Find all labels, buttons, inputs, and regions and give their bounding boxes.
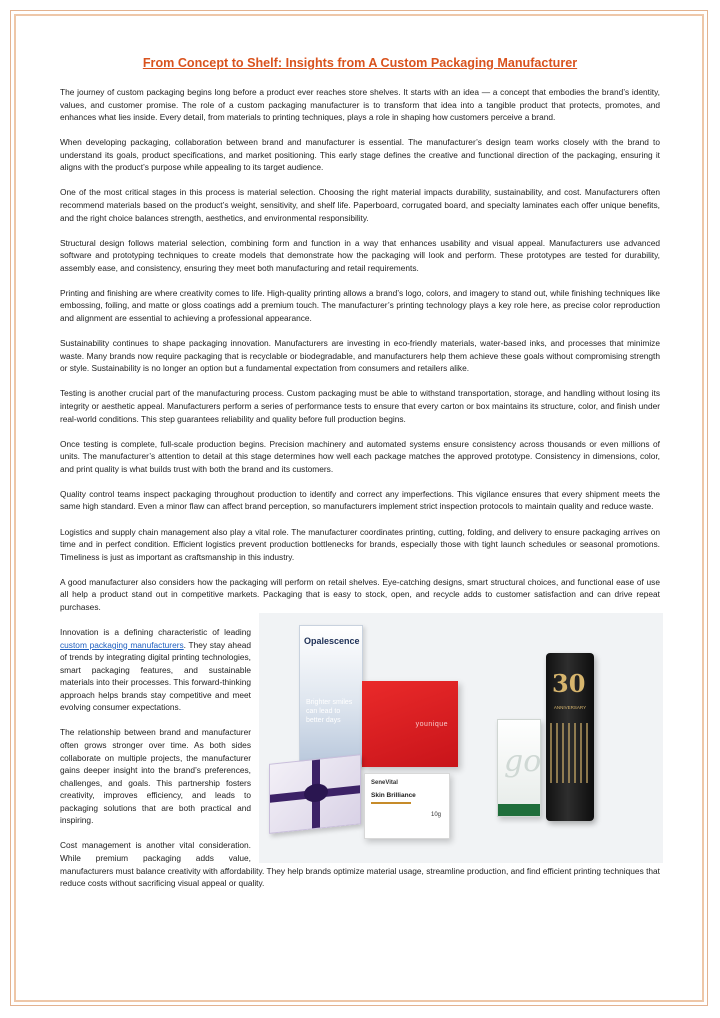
senevital-size: 10g bbox=[430, 812, 441, 819]
ribbon-bow-icon bbox=[304, 783, 328, 804]
packaging-product-image bbox=[259, 613, 663, 863]
senevital-line: Skin Brilliance bbox=[371, 792, 416, 800]
paragraph-sustainability: Sustainability continues to shape packaging innovation. Manufacturers are investing in eco-friendly materials, water-based inks, and processes that minimize waste. Many brands now require packaging that is recyclable or biodegradable, and manufacturers help them achieve these goals without compromising strength or style. Sustainability is no longer an option but a fundamental expectation from consumers and retailers alike. bbox=[60, 338, 660, 374]
anniversary-tube bbox=[546, 653, 594, 821]
senevital-brand: SeneVital bbox=[371, 780, 398, 787]
paragraph-cost: Cost management is another vital consideration. While premium packaging adds value, manufacturers must balance creativity with affordability. They help brands optimize material usage, streamline production, and find efficient printing techniques that reduce costs without sacrificing visual appeal or quality. bbox=[60, 840, 660, 889]
paragraph-materials: One of the most critical stages in this process is material selection. Choosing the right material impacts durability, sustainability, and cost. Manufacturers often recommend materials based on the product’s weight, sensitivity, and shelf life. Paperboard, corrugated board, and specialty laminates each offer unique benefits, and the right choice balances strength, aesthetics, and environmental responsibility. bbox=[60, 187, 660, 223]
paragraph-retail: A good manufacturer also considers how the packaging will perform on retail shelves. Eye-catching designs, smart structural choices, and functional ease of use all help a product stand out in competitive markets. Packaging that is easy to stock, open, and recycle adds to customer satisfaction and can drive repeat purchases. bbox=[60, 576, 660, 612]
purple-gift-box bbox=[269, 755, 361, 835]
go-box bbox=[497, 719, 541, 817]
red-box-brand: younique bbox=[415, 721, 448, 729]
paragraph-printing: Printing and finishing are where creativity comes to life. High-quality printing allows a brand’s logo, colors, and imagery to stand out, while finishing techniques like embossing, foiling, and matte or gloss coatings add a premium touch. The manufacturer’s printing technology plays a key role here, as precise color reproduction and alignment are essential to achieving a professional appearance. bbox=[60, 287, 660, 324]
opalescence-box bbox=[299, 625, 363, 765]
paragraph-structural-design: Structural design follows material selection, combining form and function in a way that enhances usability and visual appeal. Manufacturers use advanced software and prototyping techniques to create models that demonstrate how the packaging will look and perform. These prototypes are tested for durability, assembly ease, and consistency, ensuring they meet both manufacturing and retail requirements. bbox=[60, 237, 660, 273]
tube-label: ANNIVERSARY bbox=[553, 705, 587, 711]
opalescence-brand: Opalescence bbox=[304, 636, 360, 647]
paragraph-logistics: Logistics and supply chain management also play a vital role. The manufacturer coordinates printing, cutting, folding, and delivery to ensure packaging arrives on time and in perfect condition. Efficient logistics prevent production bottlenecks for brands, especially those with tight launch schedules or seasonal promotions. Timeliness is just as important as craftsmanship in this industry. bbox=[60, 526, 660, 562]
red-box bbox=[362, 681, 458, 767]
paragraph-collaboration: When developing packaging, collaboration between brand and manufacturer is essential. The manufacturer’s design team works closely with the brand to understand its goals, product specifications, and market positioning. This early stage defines the creative and functional direction of the packaging, ensuring it aligns with the product’s purpose while appealing to its target audience. bbox=[60, 137, 660, 173]
paragraph-relationship: The relationship between brand and manufacturer often grows stronger over time. As both sides collaborate on multiple projects, the manufacturer gains deeper insight into the brand’s preferences, challenges, and goals. This partnership fosters creativity, improves efficiency, and leads to packaging solutions that are both practical and inspiring. bbox=[60, 727, 251, 826]
image-wrap-section bbox=[60, 576, 660, 827]
custom-packaging-manufacturers-link[interactable]: custom packaging manufacturers bbox=[60, 639, 184, 650]
opalescence-tagline: Brighter smiles can lead to better days bbox=[306, 699, 353, 725]
article bbox=[60, 56, 660, 902]
paragraph-quality-control: Quality control teams inspect packaging throughout production to identify and correct any imperfections. This vigilance ensures that every shipment meets the same high standard. Even a minor flaw can affect brand perception, so manufacturers implement strict inspection protocols to maintain quality and reduce waste. bbox=[60, 488, 660, 512]
senevital-box bbox=[364, 773, 450, 839]
paragraph-testing: Testing is another crucial part of the manufacturing process. Custom packaging must be able to withstand transportation, storage, and handling without losing its integrity or aesthetic appeal. Manufacturers perform a series of performance tests to ensure that every carton or box maintains its structure, color, and finish under real-world conditions. This step guarantees reliability and quality before full production begins. bbox=[60, 388, 660, 424]
go-mark: go bbox=[504, 744, 542, 780]
article-title: From Concept to Shelf: Insights from A Custom Packaging Manufacturer bbox=[142, 56, 578, 70]
tube-number: 30 bbox=[552, 669, 586, 699]
paragraph-innovation: Innovation is a defining characteristic of leading custom packaging manufacturers. They stay ahead of trends by integrating digital printing technologies, smart packaging features, and sustainable materials into their processes. This forward-thinking approach helps brands stay competitive and meet evolving consumer expectations. bbox=[60, 627, 251, 713]
paragraph-intro: The journey of custom packaging begins long before a product ever reaches store shelves. It starts with an idea — a concept that embodies the brand’s identity, values, and customer promise. The role of a custom packaging manufacturer is to transform that idea into a tangible product that protects, promotes, and enhances what lies inside. Every detail, from materials to printing techniques, plays a role in shaping how customers perceive a brand. bbox=[60, 87, 660, 123]
paragraph-production: Once testing is complete, full-scale production begins. Precision machinery and automated systems ensure consistency across thousands or even millions of units. The manufacturer’s attention to detail at this stage determines how well each package matches the approved prototype. Consistency in dimensions, color, and print quality is what builds trust with both the brand and its customers. bbox=[60, 438, 660, 474]
